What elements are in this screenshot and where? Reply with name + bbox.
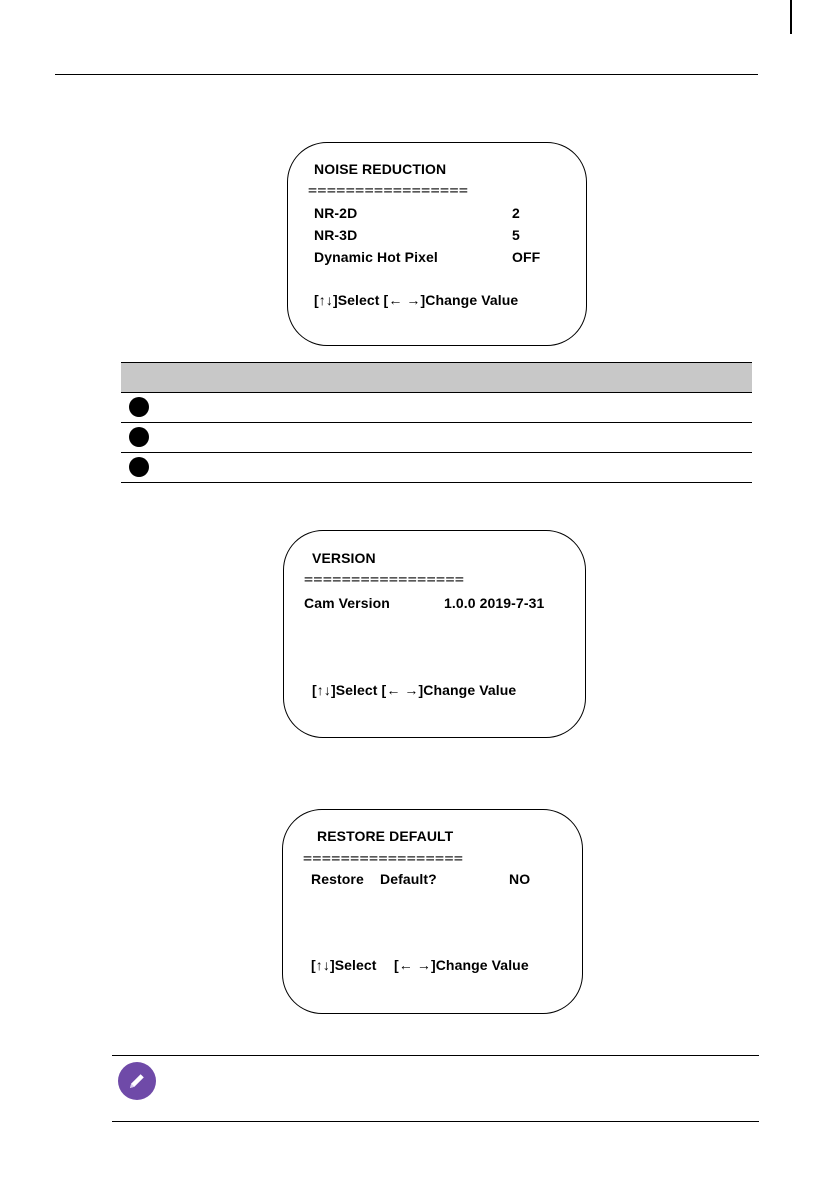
dynamic-hot-pixel-value: OFF bbox=[512, 249, 541, 265]
osd-version-panel bbox=[283, 530, 586, 738]
osd-separator: ================= bbox=[303, 849, 464, 867]
dynamic-hot-pixel-label: Dynamic Hot Pixel bbox=[314, 249, 438, 265]
number-bullet-icon bbox=[129, 457, 149, 477]
osd-title: VERSION bbox=[312, 550, 376, 566]
nr-3d-value: 5 bbox=[512, 227, 520, 243]
restore-label: Restore bbox=[311, 871, 364, 887]
nr-3d-label: NR-3D bbox=[314, 227, 358, 243]
osd-hint-change: [← →]Change Value bbox=[394, 957, 529, 973]
page-corner-mark bbox=[790, 0, 792, 34]
number-bullet-icon bbox=[129, 397, 149, 417]
osd-hint: [↑↓]Select [← →]Change Value bbox=[312, 682, 517, 698]
table-header bbox=[121, 362, 752, 393]
note-bottom-rule bbox=[112, 1121, 759, 1122]
note-top-rule bbox=[112, 1055, 759, 1056]
settings-table bbox=[121, 362, 752, 483]
cam-version-value: 1.0.0 2019-7-31 bbox=[444, 595, 545, 611]
table-row bbox=[121, 453, 752, 483]
osd-restore-default-panel bbox=[282, 809, 583, 1014]
osd-separator: ================= bbox=[304, 570, 465, 588]
osd-title: NOISE REDUCTION bbox=[314, 161, 447, 177]
osd-title: RESTORE DEFAULT bbox=[317, 828, 454, 844]
table-row bbox=[121, 393, 752, 423]
osd-hint-select: [↑↓]Select bbox=[311, 957, 377, 973]
osd-hint: [↑↓]Select [← →]Change Value bbox=[314, 292, 519, 308]
nr-2d-label: NR-2D bbox=[314, 205, 358, 221]
osd-noise-reduction-panel bbox=[287, 142, 587, 346]
cam-version-label: Cam Version bbox=[304, 595, 390, 611]
header-rule bbox=[55, 74, 758, 75]
note-pencil-icon bbox=[118, 1062, 156, 1100]
default-label: Default? bbox=[380, 871, 437, 887]
nr-2d-value: 2 bbox=[512, 205, 520, 221]
restore-value: NO bbox=[509, 871, 531, 887]
table-row bbox=[121, 423, 752, 453]
osd-separator: ================= bbox=[308, 181, 469, 199]
number-bullet-icon bbox=[129, 427, 149, 447]
